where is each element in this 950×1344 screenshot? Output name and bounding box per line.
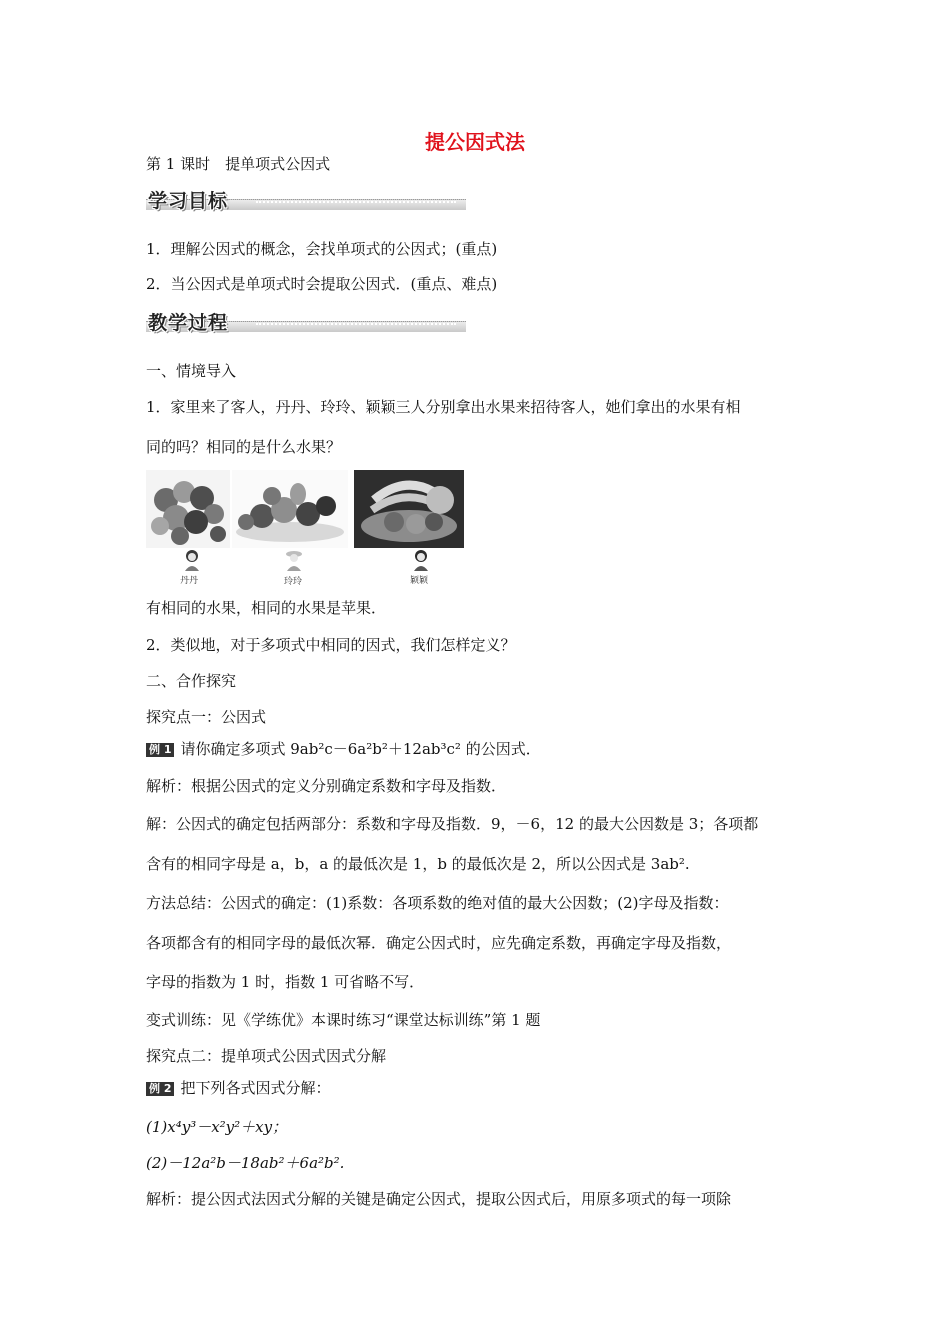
example-1 [146,738,541,759]
goal-item: 2．当公因式是单项式时会提取公因式．(重点、难点) [146,275,498,293]
paragraph-line: 字母的指数为 1 时，指数 1 可省略不写． [146,973,425,991]
process-banner [146,310,466,332]
example-badge: 例 1 [146,743,174,757]
banner-dots [256,201,456,207]
paragraph-line: 方法总结：公因式的确定：(1)系数：各项系数的绝对值的最大公因数；(2)字母及指数： [146,894,729,912]
caption-lingling: 玲玲 [284,577,303,587]
example-text: 把下列各式因式分解： [180,1079,331,1097]
goal-item: 1．理解公因式的概念，会找单项式的公因式；(重点) [146,240,498,258]
formula-line: (1)x⁴y³－x²y²＋xy； [146,1118,288,1136]
girl-figure-icon [183,549,201,571]
paragraph-line: 各项都含有的相同字母的最低次幂．确定公因式时，应先确定系数，再确定字母及指数， [146,934,732,952]
process-banner-label: 教学过程 [148,312,229,334]
example-text: 请你确定多项式 9ab²c－6a²b²＋12ab³c² 的公因式． [180,740,541,758]
fruit-photo-3 [354,470,464,548]
goals-banner [146,188,466,210]
paragraph-line: 有相同的水果，相同的水果是苹果． [146,599,387,617]
caption-yingying: 颖颖 [410,576,429,586]
girl-figure-icon [412,549,430,571]
page-title: 提公因式法 [425,130,525,154]
section-heading: 二、合作探究 [146,672,237,690]
paragraph-line: 变式训练：见《学练优》本课时练习“课堂达标训练”第 1 题 [146,1011,541,1029]
paragraph-line: 解析：提公因式法因式分解的关键是确定公因式，提取公因式后，用原多项式的每一项除 [146,1190,732,1208]
example-2 [146,1077,331,1098]
fruit-photo-1 [146,470,230,548]
formula-line: (2)－12a²b－18ab²＋6a²b². [146,1154,345,1172]
paragraph-line: 解：公因式的确定包括两部分：系数和字母及指数．9，－6，12 的最大公因数是 3；各项都 [146,815,759,833]
explore-point-heading: 探究点二：提单项式公因式因式分解 [146,1047,387,1065]
paragraph-line: 含有的相同字母是 a，b，a 的最低次是 1，b 的最低次是 2，所以公因式是 3ab². [146,855,690,873]
caption-dandan: 丹丹 [180,576,199,586]
lesson-subtitle: 第 1 课时 提单项式公因式 [146,155,331,173]
girl-figure-icon [285,549,303,571]
paragraph-line: 2．类似地，对于多项式中相同的因式，我们怎样定义？ [146,636,516,654]
paragraph-line: 同的吗？相同的是什么水果？ [146,438,342,456]
paragraph-line: 解析：根据公因式的定义分别确定系数和字母及指数． [146,777,507,795]
banner-dots [256,323,456,329]
section-heading: 一、情境导入 [146,362,237,380]
goals-banner-label: 学习目标 [148,190,229,212]
fruit-photo-2 [232,470,348,548]
paragraph-line: 1．家里来了客人，丹丹、玲玲、颖颖三人分别拿出水果来招待客人，她们拿出的水果有相 [146,398,741,416]
explore-point-heading: 探究点一：公因式 [146,708,267,726]
example-badge: 例 2 [146,1082,174,1096]
